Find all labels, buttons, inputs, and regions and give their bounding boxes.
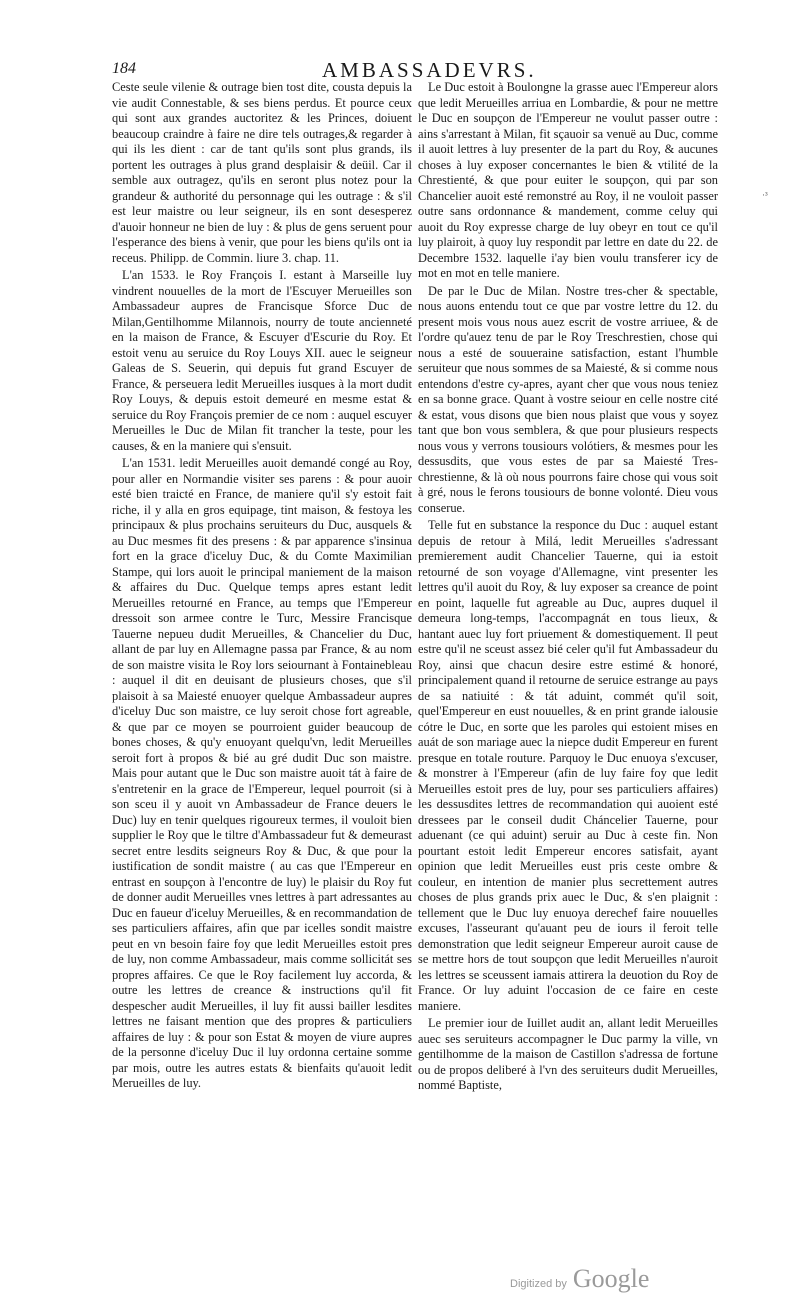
left-paragraph-1: Ceste seule vilenie & outrage bien tost dite, cousta depuis la vie audit Connestable, & ses biens perdus. Et pource ceux qui sont aux grandes auctoritez & les Princes, doiuent beaucoup craindre à faire ne dire tels outrages,& regarder à qui ils les dient : car de tant qu'ils sont plus grands, ils portent les outrages à plus grand desplaisir & deüil. Car il semble aux outragez, qu'ils en seront plus notez pour la grandeur & authorité du personnage qui les outrage : & s'il est leur maistre ou leur seigneur, ils en sont desesperez d'auoir honneur ne bien de luy : & plus de gens seruent pour l'esperance des biens à venir, que pour les biens qu'ils ont ia receus. Philipp. de Commin. liure 3. chap. 11.	[112, 80, 412, 265]
right-paragraph-4: Le premier iour de Iuillet audit an, allant ledit Merueilles auec ses seruiteurs accompagner le Duc parmy la ville, vn gentilhomme de la maison de Castillon s'adressa de fortune ou de propos deliberé à l'vn des seruiteurs dudit Merueilles, nommé Baptiste,	[418, 1016, 718, 1092]
google-watermark	[510, 1264, 649, 1294]
running-title: AMBASSADEVRS.	[322, 58, 537, 82]
left-column	[112, 80, 412, 1092]
margin-mark: ·³	[762, 190, 768, 200]
page-number: 184	[112, 60, 136, 77]
right-column	[418, 80, 718, 1094]
left-paragraph-2: L'an 1533. le Roy François I. estant à Marseille luy vindrent nouuelles de la mort de l'Escuyer Merueilles son Ambassadeur aupres de Francisque Sforce Duc de Milan,Gentilhomme Milannois, nourry de toute ancienneté en la maison de France, & Escuyer d'Escurie du Roy. Et estoit venu au seruice du Roy Louys XII. auec le seigneur Galeas de S. Seuerin, qui depuis fut grand Escuyer de France, & perseuera ledit Merueilles iusques à la mort dudit Roy Louys, & depuis estoit demeuré en mesme estat & seruice du Roy François premier de ce nom : auquel escuyer Merueilles le Duc de Milan fit trancher la teste, pour les causes, & en la maniere qui s'ensuit.	[112, 268, 412, 453]
left-paragraph-3: L'an 1531. ledit Merueilles auoit demandé congé au Roy, pour aller en Normandie visiter ses parens : & pour auoir esté bien traicté en France, de maniere qu'il s'y estoit fait riche, il y alla en gros equipage, tint maison, & festoya les principaux & plus prochains seruiteurs du Duc, ausquels & au Duc mesmes fit des presens : & par apparence s'insinua fort en la grace d'iceluy Duc, & du Comte Maximilian Stampe, qui lors auoit le principal maniement de la maison & affaires du Duc. Quelque temps apres estant ledit Merueilles retourné en France, au temps que l'Empereur dressoit son armee contre le Turc, Messire Francisque Tauerne nepueu dudit Merueilles, & Chancelier du Duc, allant de par luy en Allemagne passa par France, & au nom de son maistre visita le Roy lors seiournant à Fontainebleau : auquel il dit en deuisant de plusieurs choses, que s'il plaisoit à sa Maiesté enuoyer quelque Ambassadeur aupres d'iceluy Duc son maistre, ce luy seroit chose fort agreable, & que par ce moyen se pourroient guider beaucoup de bones choses, & qu'y enuoyant quelqu'vn, ledit Merueilles seroit fort à propos & bié au gré dudit Duc son maistre. Mais pour autant que le Duc son maistre auoit tát à faire de s'entretenir en la grace de l'Empereur, lequel pourroit (si à son sceu il y auoit vn Ambassadeur de France deuers le Duc) luy en tenir quelques rigoureux termes, il vouloit bien supplier le Roy que le tiltre d'Ambassadeur fut & demeurast secret entre lesdits seigneurs Roy & Duc, & que pour la iustification de sondit maistre ( au cas que l'Empereur en entrast en soupçon à l'encontre de luy) le plaisir du Roy fut de donner audit Merueilles vnes lettres à part adressantes au Duc en faueur d'iceluy Merueilles, & en recommandation de ses particuliers affaires, afin que par icelles sondit maistre peut en vn besoin faire foy que ledit Merueilles estoit pres de luy, non comme Ambassadeur, mais comme sollicitát ses propres affaires. Ce que le Roy facilement luy accorda, & outre les lettres de creance & instructions qu'il fit despescher audit Merueilles, il luy fit aussi bailler lesdites lettres ne faisant mention que des propres & particuliers affaires de luy : & pour son Estat & moyen de viure aupres de la personne d'iceluy Duc il luy ordonna certaine somme par mois, outre les autres estats & bienfaits qu'auoit ledit Merueilles de luy.	[112, 456, 412, 1090]
watermark-prefix: Digitized by	[510, 1278, 567, 1290]
right-paragraph-3: Telle fut en substance la responce du Duc : auquel estant depuis de retour à Milá, ledit Merueilles s'adressant premierement audit Chancelier Tauerne, qui ia estoit retourné de son voyage d'Allemagne, vint presenter les lettres qu'il auoit du Roy, & luy exposer sa creance de point en point, laquelle fut agreable au Duc, aupres duquel il demeura long-temps, l'accompagnát en tous lieux, & hantant auec luy fort priuement & domestiquement. Il peut estre qu'il ne sceust assez bié celer qu'il fut Ambassadeur du Roy, ainsi que chacun desire estre estimé & honoré, principalement quand il retourne de seruice estrange au pays de sa natiuité : & tát aduint, commét qu'il soit, quel'Empereur en eust nouuelles, & en print grande ialousie cótre le Duc, en sorte que les paroles qui estoient mises en auát de son mariage auec la niepce dudit Empereur en furent presque en totale routure. Parquoy le Duc enuoya s'excuser, & monstrer à l'Empereur (afin de luy faire foy que ledit Merueilles estoit pres de luy, pour ses particuliers affaires) les dessusdites lettres de recommandation qui auoient esté dressees par le conseil dudit Cháncelier Tauerne, pour aduenant (ce qui aduint) seruir au Duc à ceste fin. Non pourtant estoit ledit Empereur encores satisfait, ayant opinion que ledit Merueilles eust pris ceste ombre & couleur, en intention de manier plus secrettement autres choses de plus grands prix auec le Duc, & s'en plaignit : tellement que le Duc luy enuoya derechef faire nouuelles excuses, l'asseurant qu'auant peu de iours il feroit telle demonstration que ledit seigneur Empereur auroit cause de se mettre hors de tout soupçon que ledit Merueilles n'auroit les lettres se sceussent iamais attirera la deuotion du Roy de France. Or luy aduint l'occasion de ce faire en ceste maniere.	[418, 518, 719, 1013]
right-paragraph-1: Le Duc estoit à Boulongne la grasse auec l'Empereur alors que ledit Merueilles arriua en Lombardie, & pour ne mettre le Duc en soupçon de l'Empereur ne voulut passer outre : ains s'arrestant à Milan, fit sçauoir sa venuë au Duc, comme il auoit lettres à luy presenter de la part du Roy, & aucunes choses à luy exposer concernantes le bien & vtilité de la Chrestienté, & que pour euiter le soupçon, qui par son Chancelier auoit esté remonstré au Roy, il ne vouloit passer outre sans ordonnance & mandement, comme celuy qui auoit du Roy expresse charge de luy obeyr en tout ce qu'il luy plairoit, à quoy luy respondit par lettre en date du 22. de Decembre 1532. laquelle i'ay bien voulu transferer icy de mot en mot en telle maniere.	[418, 80, 718, 280]
watermark-brand: Google	[572, 1264, 650, 1293]
right-paragraph-2: De par le Duc de Milan. Nostre tres-cher & spectable, nous auons entendu tout ce que par vostre lettre du 12. du present mois vous nous auez escrit de vostre arriuee, & de l'ordre qu'auez tenu de par le Roy Treschrestien, chose qui nous a esté de souueraine satisfaction, estant l'humble seruiteur que nous sommes de sa Maiesté, & si comme nous entendons d'estre cy-apres, ayant cher que vous nous teniez en sa bonne grace. Quant à vostre seiour en celle nostre cité & estat, vous disons que bien nous plaist que vous y soyez tant que bon vous semblera, & que pour plusieurs respects nous vous y verrons tousiours volótiers, & mesmes pour les dessusdits, que vous estes de par sa Maiesté Tres-chrestienne, & là où nous pourrons faire chose qui vous soit à gré, nous le ferons tousiours de bonne volonté. Dieu vous conserue.	[418, 283, 718, 515]
page-header	[112, 58, 712, 82]
